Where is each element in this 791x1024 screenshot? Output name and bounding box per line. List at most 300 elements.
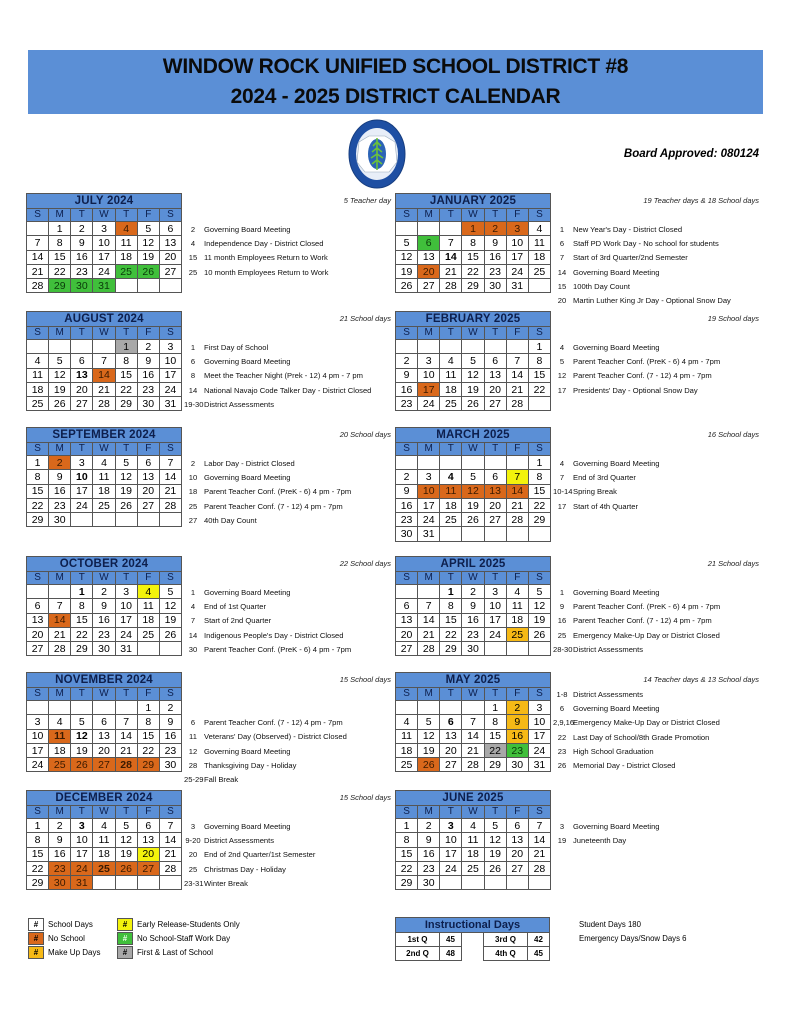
event-item: [184, 819, 315, 833]
day-cell: 13: [440, 729, 462, 743]
event-description: Parent Teacher Conf. (PreK - 6) 4 pm - 7pm: [204, 487, 352, 497]
day-cell: 24: [27, 758, 49, 772]
day-cell: 31: [71, 876, 93, 890]
day-cell: 20: [27, 627, 49, 641]
event-date: 5: [559, 356, 565, 366]
day-cell: [418, 340, 440, 354]
week-row: [396, 715, 551, 729]
event-description: Veterans' Day (Observed) - District Closed: [204, 732, 347, 742]
event-item: [184, 715, 347, 729]
day-cell: 20: [418, 264, 440, 278]
event-description: Indigenous People's Day - District Closed: [204, 630, 344, 640]
event-item: [184, 758, 347, 772]
day-cell: 11: [93, 833, 115, 847]
day-cell: 30: [484, 279, 506, 293]
weekday-header: T: [115, 327, 137, 340]
day-cell: 12: [159, 599, 181, 613]
event-description: Parent Teacher Conf. (PreK - 6) 4 pm - 7pm: [573, 356, 721, 366]
event-date: 14: [188, 630, 198, 640]
day-cell: [506, 876, 528, 890]
week-row: [27, 368, 182, 382]
day-cell: 4: [440, 470, 462, 484]
day-cell: 2: [93, 585, 115, 599]
day-cell: 8: [71, 599, 93, 613]
day-cell: 11: [528, 236, 550, 250]
day-cell: [440, 222, 462, 236]
day-cell: 21: [115, 743, 137, 757]
legend-no-school: # No School: [28, 932, 117, 945]
day-cell: 26: [115, 498, 137, 512]
week-row: [27, 585, 182, 599]
day-cell: 12: [462, 368, 484, 382]
day-cell: 27: [159, 264, 181, 278]
day-cell: [484, 456, 506, 470]
event-item: [553, 369, 720, 383]
event-item: [184, 833, 315, 847]
day-cell: 28: [159, 861, 181, 875]
week-row: [396, 484, 551, 498]
week-row: [396, 354, 551, 368]
calendar-may-2025: [395, 672, 551, 772]
day-cell: 19: [484, 847, 506, 861]
day-cell: [137, 279, 159, 293]
event-date: 25: [188, 501, 198, 511]
day-cell: 7: [528, 819, 550, 833]
day-cell: 23: [462, 627, 484, 641]
day-cell: 16: [462, 613, 484, 627]
event-date: 17: [557, 501, 567, 511]
event-date: 23: [557, 746, 567, 756]
event-item: [184, 397, 371, 411]
event-date: 4: [190, 601, 196, 611]
week-row: [27, 701, 182, 715]
day-cell: 19: [115, 484, 137, 498]
day-cell: 20: [93, 743, 115, 757]
day-cell: 11: [137, 599, 159, 613]
day-cell: 30: [418, 876, 440, 890]
week-row: [396, 758, 551, 772]
legend-swatch-orange: #: [28, 932, 44, 945]
day-cell: 9: [484, 236, 506, 250]
day-cell: 17: [115, 613, 137, 627]
event-description: Meet the Teacher Night (Prek - 12) 4 pm - 7 pm: [204, 371, 363, 381]
month-title: JUNE 2025: [396, 791, 551, 806]
day-cell: 13: [484, 368, 506, 382]
legend-swatch-green: #: [117, 932, 133, 945]
day-cell: [440, 456, 462, 470]
day-cell: 31: [418, 527, 440, 541]
day-cell: 26: [462, 513, 484, 527]
event-item: [553, 383, 720, 397]
weekday-header: W: [462, 209, 484, 222]
school-days-note: 19 Teacher days & 18 School days: [643, 196, 759, 205]
day-cell: 25: [462, 861, 484, 875]
day-cell: 4: [49, 715, 71, 729]
week-row: [396, 527, 551, 541]
event-item: [553, 758, 720, 772]
day-cell: 23: [396, 513, 418, 527]
day-cell: 10: [484, 599, 506, 613]
day-cell: 3: [93, 222, 115, 236]
day-cell: 6: [159, 222, 181, 236]
day-cell: 10: [159, 354, 181, 368]
student-days-total: Student Days 180: [579, 920, 641, 929]
day-cell: 23: [137, 382, 159, 396]
day-cell: 14: [440, 250, 462, 264]
day-cell: 20: [506, 847, 528, 861]
day-cell: 28: [462, 758, 484, 772]
event-item: [553, 251, 731, 265]
weekday-header: F: [506, 443, 528, 456]
day-cell: 23: [49, 498, 71, 512]
day-cell: 14: [418, 613, 440, 627]
day-cell: 5: [462, 354, 484, 368]
day-cell: 26: [137, 264, 159, 278]
day-cell: 28: [27, 279, 49, 293]
week-row: [27, 743, 182, 757]
day-cell: 8: [528, 470, 550, 484]
legend-early-release: # Early Release-Students Only: [117, 918, 297, 931]
weekday-header: F: [137, 209, 159, 222]
event-item: [184, 369, 371, 383]
calendar-october-2024: [26, 556, 182, 656]
day-cell: [440, 340, 462, 354]
weekday-header: T: [71, 688, 93, 701]
event-item: [553, 236, 731, 250]
day-cell: 14: [506, 368, 528, 382]
week-row: [27, 513, 182, 527]
event-item: [184, 456, 351, 470]
calendar-june-2025: [395, 790, 551, 890]
weekday-header: M: [49, 806, 71, 819]
event-item: [553, 701, 720, 715]
day-cell: 21: [93, 382, 115, 396]
event-description: End of 3rd Quarter: [573, 472, 636, 482]
event-item: [184, 251, 328, 265]
day-cell: 26: [49, 397, 71, 411]
q1-value: 45: [440, 933, 462, 947]
events-list-october-2024: [184, 585, 351, 656]
day-cell: 31: [528, 758, 550, 772]
day-cell: 21: [528, 847, 550, 861]
day-cell: 16: [93, 613, 115, 627]
week-row: [27, 729, 182, 743]
day-cell: 22: [115, 382, 137, 396]
event-description: Winter Break: [204, 878, 248, 888]
emergency-days-total: Emergency Days/Snow Days 6: [579, 934, 687, 943]
weekday-header: S: [27, 327, 49, 340]
week-row: [396, 642, 551, 656]
day-cell: [115, 513, 137, 527]
day-cell: [396, 585, 418, 599]
day-cell: 25: [137, 627, 159, 641]
weekday-header: S: [396, 209, 418, 222]
event-item: [553, 833, 660, 847]
event-description: Emergency Make-Up Day or District Closed: [573, 718, 720, 728]
day-cell: [137, 513, 159, 527]
day-cell: 24: [71, 498, 93, 512]
weekday-header: S: [528, 572, 550, 585]
day-cell: 10: [528, 715, 550, 729]
school-days-note: 15 School days: [339, 675, 391, 684]
weekday-header: T: [115, 572, 137, 585]
day-cell: 10: [418, 484, 440, 498]
day-cell: 26: [462, 397, 484, 411]
event-description: Start of 4th Quarter: [573, 501, 638, 511]
event-description: Governing Board Meeting: [573, 821, 660, 831]
weekday-header: F: [506, 688, 528, 701]
seal-icon: [347, 118, 407, 190]
day-cell: 20: [137, 484, 159, 498]
day-cell: 19: [462, 382, 484, 396]
day-cell: 30: [93, 642, 115, 656]
event-description: Fall Break: [204, 775, 239, 785]
day-cell: [115, 876, 137, 890]
event-item: [553, 499, 660, 513]
day-cell: 22: [71, 627, 93, 641]
weekday-header: S: [27, 806, 49, 819]
day-cell: 4: [115, 222, 137, 236]
week-row: [27, 627, 182, 641]
calendar-july-2024: [26, 193, 182, 293]
day-cell: [528, 876, 550, 890]
day-cell: 19: [115, 847, 137, 861]
day-cell: 20: [484, 382, 506, 396]
day-cell: 25: [440, 397, 462, 411]
weekday-header: F: [137, 806, 159, 819]
weekday-header: T: [115, 209, 137, 222]
day-cell: [484, 340, 506, 354]
weekday-header: S: [396, 688, 418, 701]
week-row: [27, 599, 182, 613]
week-row: [27, 498, 182, 512]
weekday-header: M: [418, 572, 440, 585]
day-cell: 14: [462, 729, 484, 743]
day-cell: 10: [71, 470, 93, 484]
day-cell: 26: [484, 861, 506, 875]
weekday-header: M: [418, 327, 440, 340]
month-title: FEBRUARY 2025: [396, 312, 551, 327]
week-row: [396, 382, 551, 396]
day-cell: 31: [93, 279, 115, 293]
week-row: [396, 627, 551, 641]
day-cell: 7: [93, 354, 115, 368]
legend-staff-work-day: # No School-Staff Work Day: [117, 932, 297, 945]
day-cell: 24: [115, 627, 137, 641]
day-cell: 17: [27, 743, 49, 757]
event-date: 26: [557, 761, 567, 771]
event-description: Parent Teacher Conf. (7 - 12) 4 pm - 7pm: [204, 501, 343, 511]
day-cell: 2: [418, 819, 440, 833]
day-cell: 15: [115, 368, 137, 382]
day-cell: 1: [440, 585, 462, 599]
event-description: District Assessments: [204, 835, 275, 845]
events-list-november-2024: [184, 701, 347, 787]
calendar-november-2024: [26, 672, 182, 772]
day-cell: 9: [506, 715, 528, 729]
week-row: [396, 498, 551, 512]
day-cell: 5: [418, 715, 440, 729]
month-title: MARCH 2025: [396, 428, 551, 443]
day-cell: 3: [115, 585, 137, 599]
event-item: [553, 642, 720, 656]
week-row: [396, 470, 551, 484]
week-row: [396, 819, 551, 833]
day-cell: 4: [506, 585, 528, 599]
event-description: District Assessments: [204, 399, 275, 409]
day-cell: 6: [484, 354, 506, 368]
weekday-header: F: [506, 327, 528, 340]
day-cell: 29: [49, 279, 71, 293]
event-description: End of 2nd Quarter/1st Semester: [204, 850, 316, 860]
event-description: Christmas Day - Holiday: [204, 864, 286, 874]
weekday-header: S: [27, 572, 49, 585]
day-cell: 11: [440, 484, 462, 498]
day-cell: [462, 701, 484, 715]
district-title: WINDOW ROCK UNIFIED SCHOOL DISTRICT #8: [162, 55, 629, 78]
event-description: Juneteenth Day: [573, 835, 627, 845]
day-cell: 26: [115, 861, 137, 875]
day-cell: [49, 701, 71, 715]
day-cell: 15: [484, 729, 506, 743]
day-cell: 8: [440, 599, 462, 613]
day-cell: 6: [440, 715, 462, 729]
day-cell: 9: [71, 236, 93, 250]
day-cell: 27: [137, 861, 159, 875]
events-list-december-2024: [184, 819, 315, 890]
day-cell: 24: [484, 627, 506, 641]
day-cell: 1: [137, 701, 159, 715]
legend: [28, 917, 297, 959]
q4-label: 4th Q: [484, 947, 528, 961]
event-item: [184, 485, 351, 499]
week-row: [396, 847, 551, 861]
week-row: [396, 368, 551, 382]
day-cell: 18: [528, 250, 550, 264]
legend-swatch-yellow: #: [117, 918, 133, 931]
event-description: 10 month Employees Return to Work: [204, 267, 329, 277]
day-cell: 23: [49, 861, 71, 875]
event-description: Governing Board Meeting: [573, 342, 660, 352]
legend-make-up-days: # Make Up Days: [28, 946, 117, 959]
weekday-header: S: [159, 688, 181, 701]
day-cell: 5: [115, 819, 137, 833]
day-cell: 27: [440, 758, 462, 772]
day-cell: 8: [528, 354, 550, 368]
day-cell: 2: [462, 585, 484, 599]
weekday-header: T: [484, 209, 506, 222]
day-cell: 26: [159, 627, 181, 641]
day-cell: 26: [418, 758, 440, 772]
event-item: [184, 701, 347, 715]
day-cell: 14: [506, 484, 528, 498]
school-days-note: 14 Teacher days & 13 School days: [643, 675, 759, 684]
day-cell: 11: [93, 470, 115, 484]
weekday-header: M: [49, 443, 71, 456]
event-date: 14: [557, 267, 567, 277]
day-cell: 3: [506, 222, 528, 236]
event-item: [553, 354, 720, 368]
instructional-days-table: [395, 917, 550, 961]
weekday-header: S: [396, 806, 418, 819]
title-banner: [28, 50, 763, 114]
day-cell: 29: [484, 758, 506, 772]
day-cell: 16: [484, 250, 506, 264]
day-cell: 12: [115, 470, 137, 484]
day-cell: 5: [484, 819, 506, 833]
q2-value: 48: [440, 947, 462, 961]
legend-swatch-gold: #: [28, 946, 44, 959]
day-cell: 21: [440, 264, 462, 278]
day-cell: 15: [71, 613, 93, 627]
day-cell: [49, 340, 71, 354]
day-cell: 10: [93, 236, 115, 250]
day-cell: 17: [506, 250, 528, 264]
event-date: 3: [559, 821, 565, 831]
day-cell: 29: [27, 876, 49, 890]
day-cell: 12: [418, 729, 440, 743]
day-cell: 29: [27, 513, 49, 527]
event-date: 25: [557, 630, 567, 640]
event-item: [553, 819, 660, 833]
weekday-header: T: [440, 572, 462, 585]
day-cell: 15: [49, 250, 71, 264]
month-title: APRIL 2025: [396, 557, 551, 572]
day-cell: 14: [93, 368, 115, 382]
event-date: 19-30: [184, 399, 204, 409]
day-cell: [396, 701, 418, 715]
month-title: AUGUST 2024: [27, 312, 182, 327]
day-cell: 1: [396, 819, 418, 833]
day-cell: 2: [137, 340, 159, 354]
day-cell: [71, 340, 93, 354]
day-cell: 28: [159, 498, 181, 512]
event-date: 19: [557, 835, 567, 845]
day-cell: 24: [528, 743, 550, 757]
day-cell: 27: [484, 397, 506, 411]
day-cell: 14: [49, 613, 71, 627]
day-cell: 19: [137, 250, 159, 264]
day-cell: 29: [462, 279, 484, 293]
event-date: 6: [559, 703, 565, 713]
event-description: District Assessments: [573, 644, 644, 654]
day-cell: 10: [27, 729, 49, 743]
day-cell: 5: [528, 585, 550, 599]
weekday-header: M: [49, 209, 71, 222]
day-cell: 12: [137, 236, 159, 250]
month-title: OCTOBER 2024: [27, 557, 182, 572]
day-cell: [115, 701, 137, 715]
day-cell: 21: [159, 847, 181, 861]
day-cell: 7: [159, 456, 181, 470]
day-cell: 1: [27, 456, 49, 470]
day-cell: [27, 701, 49, 715]
school-days-note: 5 Teacher day: [343, 196, 391, 205]
event-date: 10-14: [553, 487, 573, 497]
week-row: [396, 222, 551, 236]
day-cell: 31: [159, 397, 181, 411]
event-description: National Navajo Code Talker Day - District Closed: [204, 385, 372, 395]
week-row: [396, 599, 551, 613]
day-cell: 30: [49, 876, 71, 890]
day-cell: 28: [115, 758, 137, 772]
event-item: [184, 876, 315, 890]
day-cell: 9: [396, 484, 418, 498]
weekday-header: F: [137, 443, 159, 456]
weekday-header: S: [27, 209, 49, 222]
day-cell: 24: [71, 861, 93, 875]
weekday-header: T: [71, 572, 93, 585]
